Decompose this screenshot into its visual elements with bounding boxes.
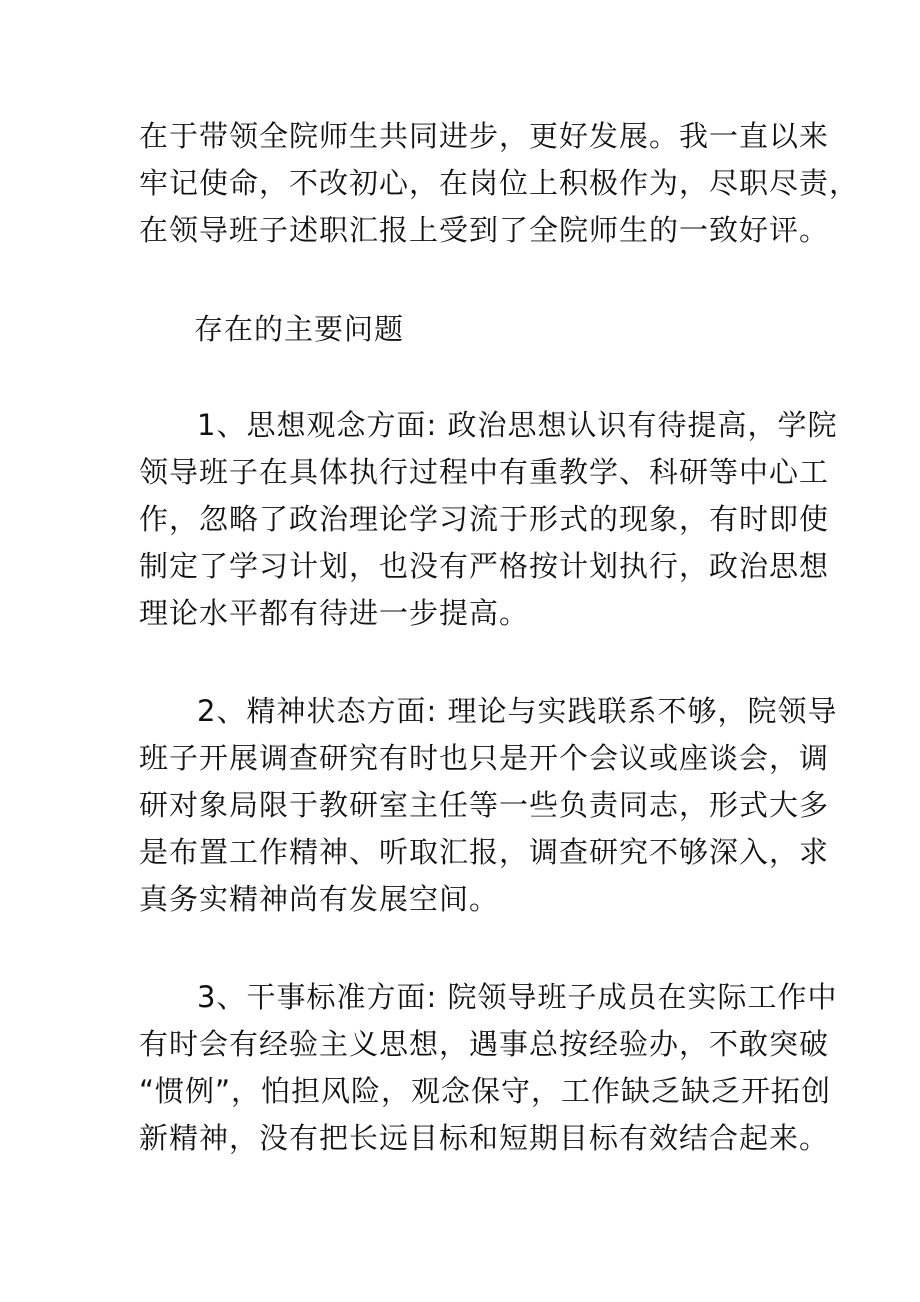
section-heading-block bbox=[139, 306, 789, 353]
paragraph-line: 1、思想观念方面: 政治思想认识有待提高，学院 bbox=[197, 408, 838, 442]
intro-paragraph bbox=[139, 113, 860, 254]
paragraph-line: 3、干事标准方面: 院领导班子成员在实际工作中 bbox=[197, 980, 838, 1014]
paragraph-line: “惯例”，怕担风险，观念保守，工作缺乏缺乏开拓创 bbox=[139, 1074, 832, 1108]
issue-item-3 bbox=[139, 974, 838, 1162]
paragraph-line: 新精神，没有把长远目标和短期目标有效结合起来。 bbox=[139, 1121, 830, 1155]
paragraph-line: 领导班子在具体执行过程中有重教学、科研等中心工 bbox=[139, 455, 830, 489]
paragraph-line: 2、精神状态方面: 理论与实践联系不够，院领导 bbox=[197, 694, 838, 728]
paragraph-line: 有时会有经验主义思想，遇事总按经验办，不敢突破 bbox=[139, 1027, 830, 1061]
paragraph-line: 在于带领全院师生共同进步，更好发展。我一直以来 bbox=[139, 119, 830, 153]
paragraph-line: 真务实精神尚有发展空间。 bbox=[139, 882, 500, 916]
paragraph-line: 在领导班子述职汇报上受到了全院师生的一致好评。 bbox=[139, 213, 830, 247]
issue-item-1 bbox=[139, 402, 838, 637]
paragraph-line: 作，忽略了政治理论学习流于形式的现象，有时即使 bbox=[139, 502, 830, 536]
paragraph-line: 是布置工作精神、听取汇报，调查研究不够深入，求 bbox=[139, 835, 830, 869]
paragraph-line: 班子开展调查研究有时也只是开个会议或座谈会，调 bbox=[139, 741, 830, 775]
paragraph-line: 研对象局限于教研室主任等一些负责同志，形式大多 bbox=[139, 788, 830, 822]
section-heading: 存在的主要问题 bbox=[194, 312, 405, 346]
issue-item-2 bbox=[139, 688, 838, 923]
paragraph-line: 牢记使命，不改初心，在岗位上积极作为，尽职尽责， bbox=[139, 166, 860, 200]
paragraph-line: 理论水平都有待进一步提高。 bbox=[139, 596, 530, 630]
paragraph-line: 制定了学习计划，也没有严格按计划执行，政治思想 bbox=[139, 549, 830, 583]
